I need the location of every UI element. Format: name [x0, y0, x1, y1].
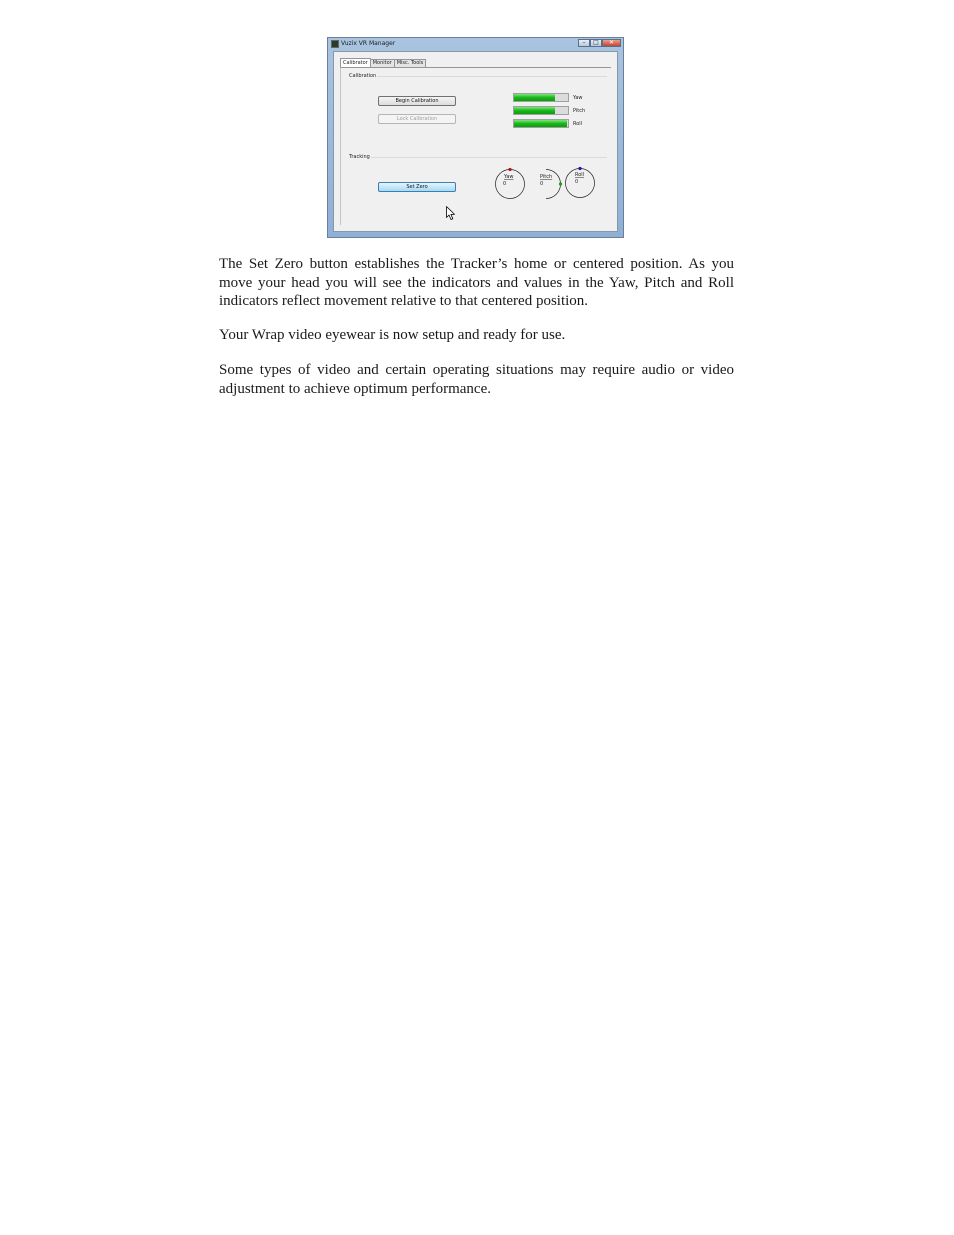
begin-calibration-button[interactable]: Begin Calibration	[378, 96, 456, 106]
tab-misc-tools[interactable]: Misc. Tools	[394, 59, 427, 67]
window-client-area	[333, 51, 618, 232]
calibration-group-label: Calibration	[349, 73, 377, 79]
calibrator-panel	[340, 67, 611, 225]
pitch-dial-label: Pitch	[540, 174, 553, 180]
mouse-cursor-icon	[446, 206, 456, 221]
meter-yaw	[513, 93, 569, 102]
roll-dial-label: Roll	[575, 172, 585, 178]
yaw-dial	[493, 167, 527, 201]
meter-roll-fill	[514, 120, 567, 127]
pitch-dial	[529, 167, 563, 201]
caption-buttons	[578, 39, 621, 47]
meter-pitch-label: Pitch	[573, 108, 586, 114]
meter-roll-label: Roll	[573, 121, 583, 127]
tab-calibrator[interactable]: Calibrator	[340, 58, 371, 67]
ready-for-use-text: Your Wrap video eyewear is now setup and ready for use.	[219, 327, 566, 343]
set-zero-description: The Set Zero button establishes the Tracker’s home or centered position. As you move your head you will see the indicators and values in the Yaw, Pitch and Roll indicators reflect movement relative to that centered position.	[219, 256, 734, 309]
roll-dial-value: 0	[575, 179, 579, 185]
window-titlebar[interactable]	[328, 38, 623, 51]
window-title: Vuzix VR Manager	[341, 40, 396, 47]
tracking-group-divider	[371, 157, 607, 158]
meter-pitch	[513, 106, 569, 115]
app-icon	[331, 40, 339, 48]
yaw-dial-marker	[508, 168, 511, 171]
yaw-dial-label: Yaw	[504, 174, 514, 180]
maximize-button[interactable]: □	[590, 39, 602, 47]
pitch-dial-value: 0	[540, 181, 544, 187]
adjustment-note: Some types of video and certain operating situations may require audio or video adjustment to achieve optimum performance.	[219, 362, 734, 397]
minimize-button[interactable]: –	[578, 39, 590, 47]
close-button[interactable]: ✕	[602, 39, 621, 47]
tab-strip	[340, 58, 425, 67]
meter-pitch-fill	[514, 107, 555, 114]
lock-calibration-button[interactable]: Lock Calibration	[378, 114, 456, 124]
meter-yaw-fill	[514, 94, 555, 101]
pitch-dial-marker	[559, 182, 562, 185]
set-zero-button[interactable]: Set Zero	[378, 182, 456, 192]
meter-roll	[513, 119, 569, 128]
tracking-group-label: Tracking	[349, 154, 370, 160]
roll-dial	[563, 166, 597, 200]
roll-dial-marker	[578, 167, 581, 170]
calibration-group-divider	[377, 76, 607, 77]
yaw-dial-value: 0	[503, 181, 507, 187]
tab-monitor[interactable]: Monitor	[370, 59, 395, 67]
vr-manager-window	[327, 37, 624, 238]
meter-yaw-label: Yaw	[573, 95, 583, 101]
